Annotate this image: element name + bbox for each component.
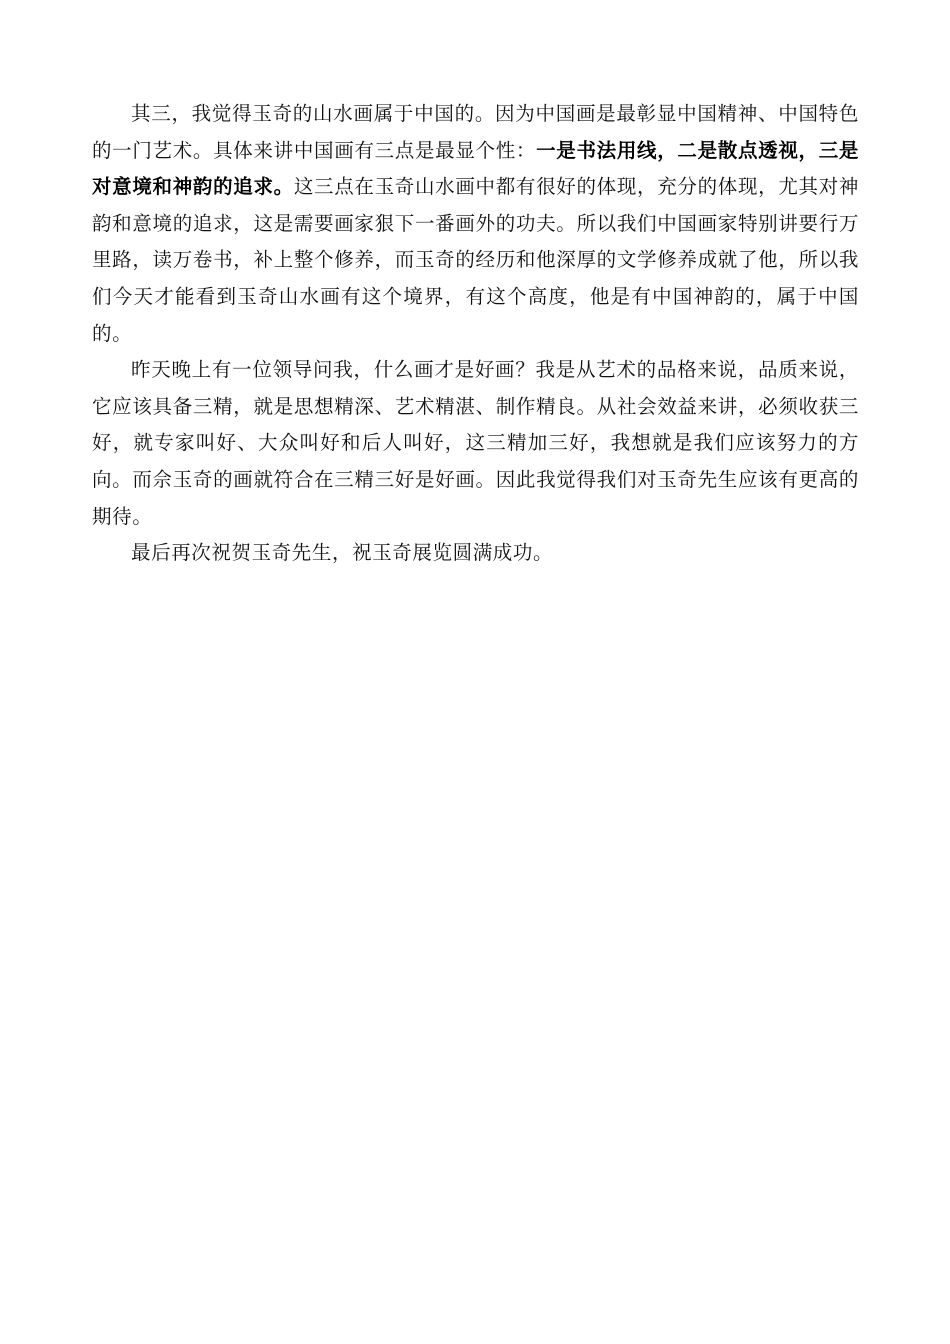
paragraph-3: 最后再次祝贺玉奇先生，祝玉奇展览圆满成功。	[131, 541, 554, 565]
paragraph-1	[92, 96, 859, 352]
paragraph-2: 昨天晚上有一位领导问我，什么画才是好画？我是从艺术的品格来说，品质来说，它应该具备三精，就是思想精深、艺术精湛、制作精良。从社会效益来讲，必须收获三好，就专家叫好、大众叫好和后人叫好，这三精加三好，我想就是我们应该努力的方向。而佘玉奇的画就符合在三精三好是好画。因此我觉得我们对玉奇先生应该有更高的期待。	[92, 358, 859, 528]
document-body	[92, 96, 859, 572]
paragraph-1-text-b: 这三点在玉奇山水画中都有很好的体现，充分的体现，尤其对神韵和意境的追求，这是需要画家狠下一番画外的功夫。所以我们中国画家特别讲要行万里路，读万卷书，补上整个修养，而玉奇的经历和他深厚的文学修养成就了他，所以我们今天才能看到玉奇山水画有这个境界，有这个高度，他是有中国神韵的，属于中国的。	[92, 175, 859, 345]
paragraph-1-text-a: 其三，我觉得玉奇的山水画属于中国的。因为中国画是最彰显中国精神、中国特色的一门艺术。具体来讲中国画有三点是最显个性：	[92, 102, 859, 162]
paragraph-1-bold-text: 一是书法用线，二是散点透视，三是对意境和神韵的追求。	[92, 138, 860, 199]
